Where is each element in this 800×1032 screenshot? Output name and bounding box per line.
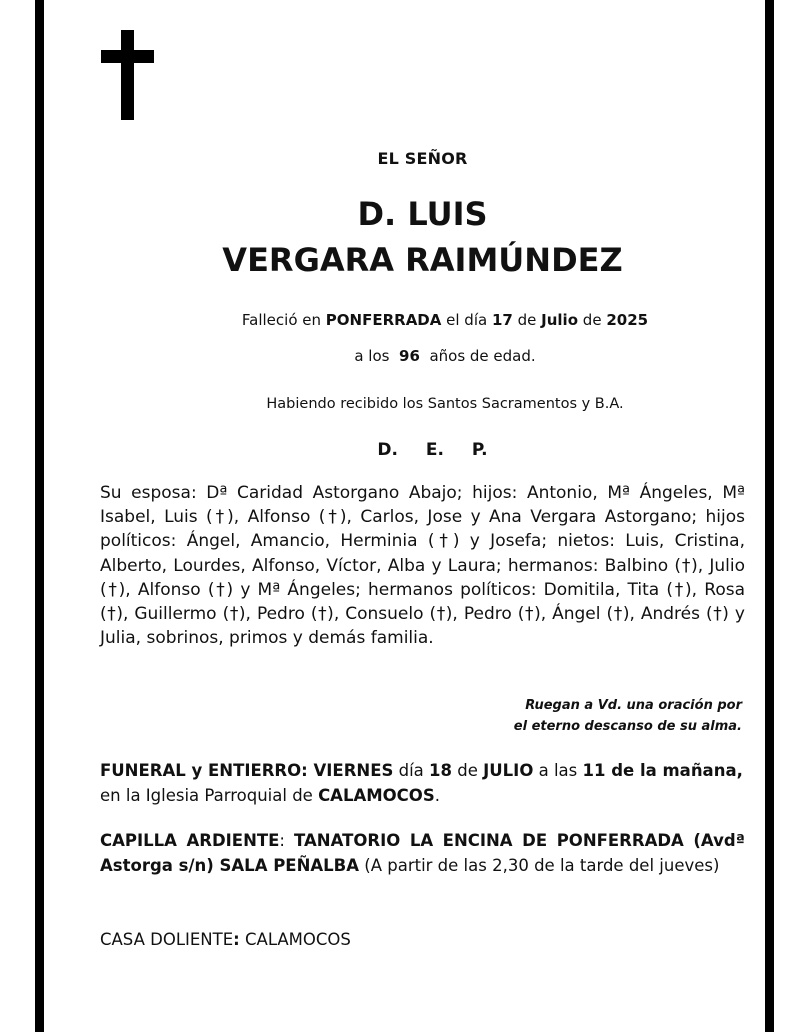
death-year: 2025 xyxy=(606,311,649,329)
name-line-1: D. LUIS xyxy=(357,195,488,233)
death-month: Julio xyxy=(541,311,579,329)
prayer-request: Ruegan a Vd. una oración por el eterno descanso de su alma. xyxy=(513,698,742,734)
name-line-2: VERGARA RAIMÚNDEZ xyxy=(222,241,623,279)
family-paragraph: Su esposa: Dª Caridad Astorgano Abajo; hijos: Antonio, Mª Ángeles, Mª Isabel, Luis (†), Alfonso (†), Carlos, Jose y Ana Vergara Astorgano; hijos políticos: Ángel, Amancio, Herminia (†) y Josefa; nietos: Luis, Cristina, Alberto, Lourdes, Alfonso, Víctor, Alba y Laura; hermanos: Balbino (†), Julio (†), Alfonso (†) y Mª Ángeles; hermanos políticos: Domitila, Tita (†), Rosa (†), Guillermo (†), Pedro (†), Consuelo (†), Pedro (†), Ángel (†), Andrés (†) y Julia, sobrinos, primos y demás familia. xyxy=(100,483,745,649)
age-info: a los 96 años de edad. xyxy=(354,347,536,365)
cross-icon xyxy=(101,30,154,120)
title-line: EL SEÑOR xyxy=(377,149,468,168)
sacraments-line: Habiendo recibido los Santos Sacramentos y B.A. xyxy=(266,396,624,412)
funeral-info: FUNERAL y ENTIERRO: VIERNES día 18 de JULIO a las 11 de la mañana, en la Iglesia Parroquial de CALAMOCOS. xyxy=(100,761,743,805)
death-info: Falleció en PONFERRADA el día 17 de Julio de 2025 xyxy=(241,311,649,329)
dep-line: D. E. P. xyxy=(377,440,488,460)
death-day: 17 xyxy=(491,311,513,329)
left-border xyxy=(35,0,44,1032)
age-years: 96 xyxy=(399,347,420,365)
death-place: PONFERRADA xyxy=(325,311,442,329)
house-info: CASA DOLIENTE: CALAMOCOS xyxy=(100,930,351,949)
right-border xyxy=(765,0,774,1032)
chapel-info: CAPILLA ARDIENTE: TANATORIO LA ENCINA DE PONFERRADA (Avdª Astorga s/n) SALA PEÑALBA (A partir de las 2,30 de la tarde del jueves) xyxy=(100,831,745,875)
